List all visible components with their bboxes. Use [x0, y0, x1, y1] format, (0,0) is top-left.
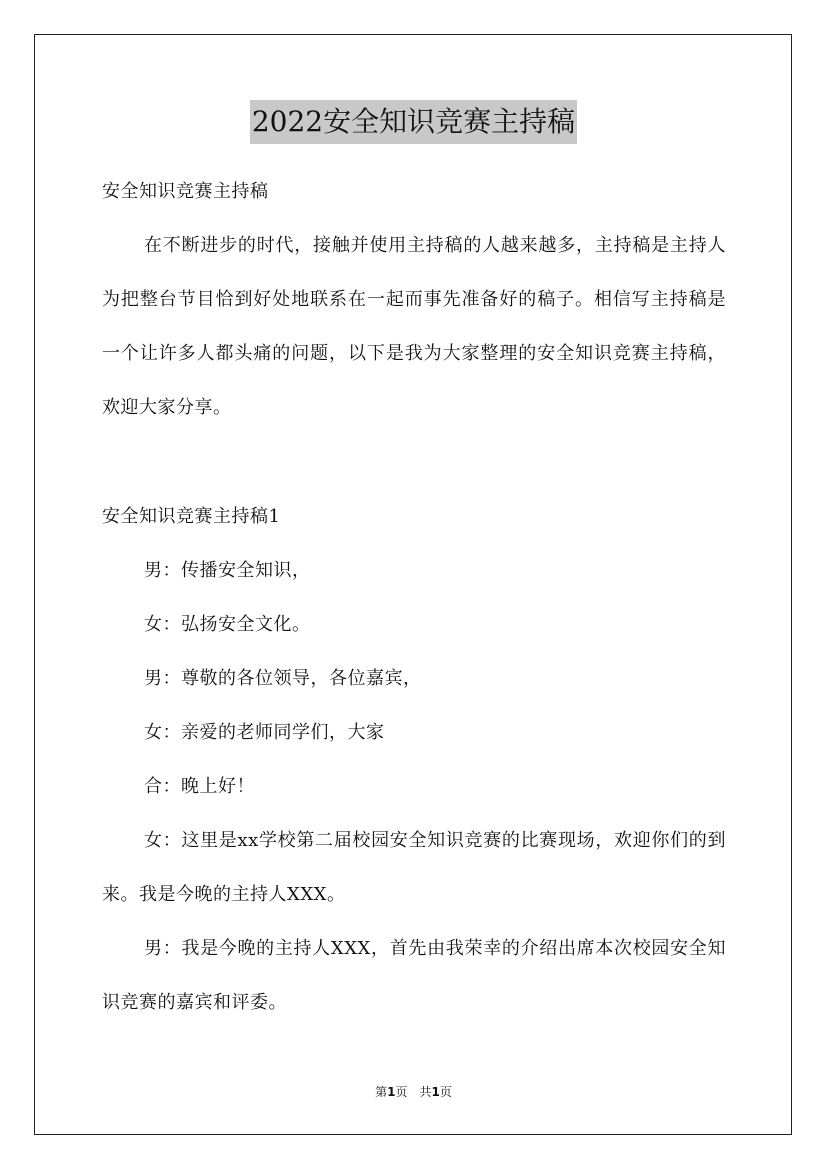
- footer-mid: 页 共: [395, 1085, 432, 1099]
- page-footer: [0, 1083, 827, 1101]
- dialogue-line: 女：这里是xx学校第二届校园安全知识竞赛的比赛现场，欢迎你们的到来。我是今晚的主持人XXX。: [102, 830, 726, 905]
- footer-page-current: 1: [387, 1085, 396, 1099]
- section-heading: 安全知识竞赛主持稿1: [102, 506, 281, 527]
- intro-section: [102, 165, 726, 435]
- footer-suffix: 页: [439, 1085, 452, 1099]
- footer-prefix: 第: [375, 1085, 388, 1099]
- dialogue-line: 女：弘扬安全文化。: [144, 614, 311, 635]
- dialogue-line: 女：亲爱的老师同学们，大家: [144, 722, 385, 743]
- title-container: [0, 100, 827, 144]
- document-title: 2022安全知识竞赛主持稿: [250, 100, 577, 144]
- dialogue-line: 男：我是今晚的主持人XXX，首先由我荣幸的介绍出席本次校园安全知识竞赛的嘉宾和评委。: [102, 938, 726, 1013]
- footer-page-total: 1: [431, 1085, 440, 1099]
- dialogue-line: 男：尊敬的各位领导，各位嘉宾，: [144, 668, 422, 689]
- section-1: [102, 490, 726, 1030]
- dialogue-line: 合：晚上好！: [144, 776, 255, 797]
- dialogue-line: 男：传播安全知识，: [144, 560, 311, 581]
- intro-heading: 安全知识竞赛主持稿: [102, 181, 269, 202]
- intro-paragraph: 在不断进步的时代，接触并使用主持稿的人越来越多，主持稿是主持人为把整台节目恰到好处地联系在一起而事先准备好的稿子。相信写主持稿是一个让许多人都头痛的问题，以下是我为大家整理的安全知识竞赛主持稿，欢迎大家分享。: [102, 235, 726, 418]
